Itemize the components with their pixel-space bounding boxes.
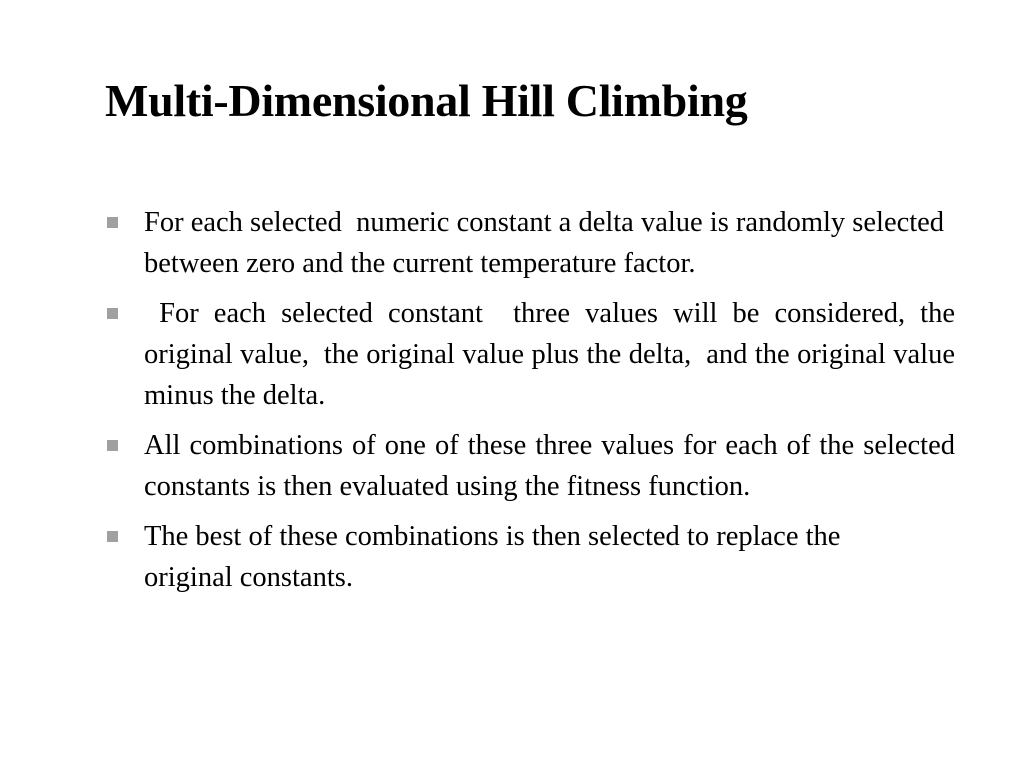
bullet-item-2 [105,293,963,416]
bullet-item-1 [105,202,955,284]
bullet-text-4: The best of these combinations is then selected to replace the original constants. [144,521,848,593]
square-bullet-icon [107,531,118,542]
bullet-text-2: For each selected constant three values will be considered, the original value, the original value plus the delta, and the original value minus the delta. [144,298,963,411]
bullet-list [105,202,963,607]
square-bullet-icon [107,440,118,451]
bullet-item-3 [105,425,963,507]
slide-title: Multi-Dimensional Hill Climbing [105,75,748,126]
bullet-item-4 [105,516,919,598]
bullet-text-1: For each selected numeric constant a delta value is randomly selected between zero and the current temperature factor. [144,207,952,279]
square-bullet-icon [107,217,118,228]
bullet-text-3: All combinations of one of these three values for each of the selected constants is then evaluated using the fitness function. [144,430,963,502]
square-bullet-icon [107,308,118,319]
